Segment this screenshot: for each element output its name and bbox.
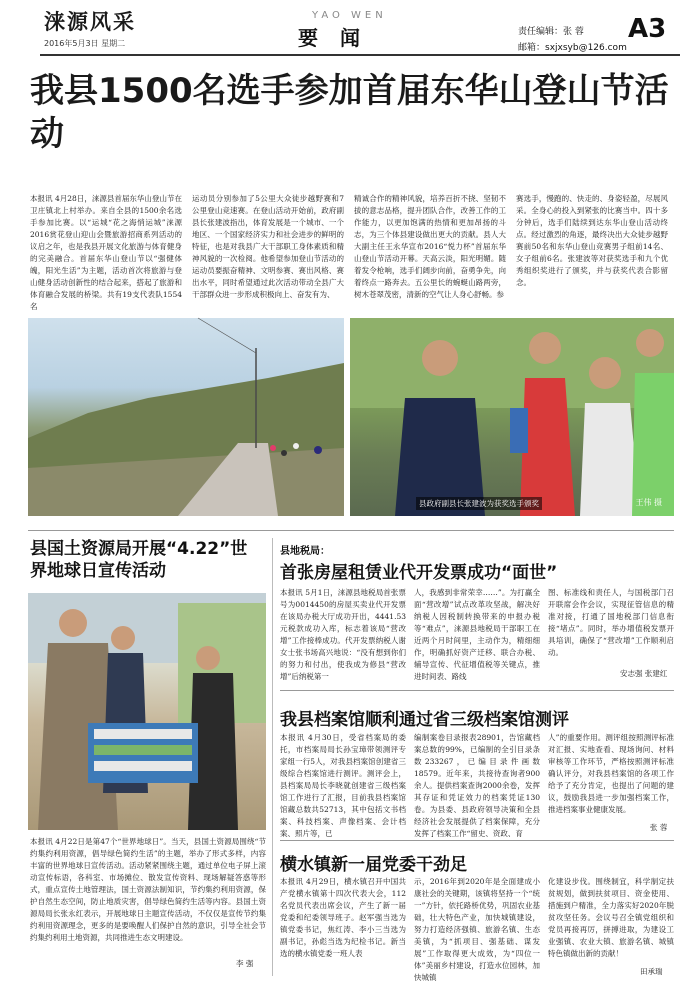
earth-day-illustration (28, 593, 266, 830)
land-bureau-body: 本报讯 4月22日是第47个“世界地球日”。当天，县国土资源局围绕“节约集约利用资源，倡导绿色简约生活”的主题，举办了形式多样，内容丰富的世界地球日宣传活动。活动紧紧围绕主题，通过单位电子屏上滚动宣传标语，各科室、市场摊位、散发宣传资料、现场解疑答惑等形式，重点宣传土地管理法，国土资源法制知识，节约集约利用资源，保护自然生态空间，防止地质灾害，倡导绿色简约生活等内容。县国土资源局局长张永红表示，开展地球日主题宣传活动，不仅仅是宣传节约集约利用资源理念，更多的是要唤醒人们保护自然的意识，引导全社会节约集约利用土地资源，共同推进生态文明建设。 (30, 837, 266, 942)
editor-credit: 责任编辑：张 蓉 (518, 27, 584, 37)
tax-column-1: 本报讯 5月1日，涞源县地税局首张票号为0014450的房屋买卖业代开发票在该局办税大厅成功开出，4441.53元税款成功入库，标志着该局“营改增”工作接棒成功。代开发票纳税人谢女士张书场高兴地说：“没有想到你们的努力和付出，使我成为修县“营改增”后纳税第一 (280, 588, 406, 681)
town-column-3: 化建设步伐。围绕制宜，科学制定扶贫规划，做到扶贫项目、资金使用、措施到户精准，全力落实好2020年脱贫攻坚任务。会议号召全镇党组织和党员再接再厉，拼搏进取，为建设工业强镇、农业大镇、旅游名镇、城镇特色镇做出新的贡献！ (548, 877, 674, 958)
tax-kicker: 县地税局： (280, 546, 330, 557)
archive-headline: 我县档案馆顺利通过省三级档案馆测评 (280, 710, 569, 730)
masthead-rule (40, 54, 680, 56)
tax-headline: 首张房屋租赁业代开发票成功“面世” (280, 563, 558, 583)
award-ceremony-photo (350, 318, 674, 516)
town-column-2: 示，2016年到2020年是全面建成小康社会的关键期，该镇将坚持一个“统一”方针，依托路桥优势，巩固农业基础，壮大特色产业，加快城镇建设，努力打造经济强镇、旅游名镇、生态美镇，为“抓项目、强基础、谋发展”工作取得更大成效，为“四位一体”美丽乡村建设，打造水位园林，加快城镇 (414, 877, 540, 982)
archive-column-3: 人”的重要作用。测评组按照测评标准对汇报、实地查看、现场询问、材料审核等工作环节，严格按照测评标准确认评分，对我县档案馆的各项工作给予了充分肯定，也提出了问题的建议，鼓励我县进一步加强档案工作，推进档案事业健康发展。 (548, 733, 674, 814)
lead-column-1: 本报讯 4月28日，涞源县首届东华山登山节在卫庄镇北上村举办。来自全县的1500余名选手参加比赛。以“运城“花之海悄运城”涞源2016赏花登山迎山会暨旅游招商系列活动的议启之年，也是我县开展文化旅游与体育健身的完美融合。首届东华山登山节以“强健体魄，阳光生活”为主题，活动首次将旅游与登山健身活动创新性的结合起来，搭起了旅游和体育融合发展的桥梁。共有19支代表队1554名 (30, 194, 182, 311)
town-column-1: 本报讯 4月29日，横水镇召开中国共产党横水镇第十四次代表大会，112名党员代表出席会议，产生了新一届党委和纪委领导班子。赵军强当选为镇党委书记，焦红涛、李小三当选为副书记，孙彪当选为纪检书记。新当选的横水镇党委一班人表 (280, 877, 406, 958)
section-divider (280, 690, 674, 691)
photo-caption: 县政府副县长张建波为获奖选手颁奖 (416, 497, 542, 510)
land-bureau-headline: 县国土资源局开展“4.22”世界地球日宣传活动 (30, 539, 248, 581)
lead-column-3: 精诚合作的精神风貌，培养百折不挠、坚韧不拔的意志品格，提升团队合作，改善工作的工作能力，以更加饱满的热情和更加昂扬的斗志，为三个体县建设做出更大的贡献。县人大大副主任王永华宣布2016“悦力杯”首届东华山登山节活动开幕。天高云淡，阳光明媚。随着发令枪响，选手们阔步向前，奋勇争先，向着终点一路奔去。五公里长的蜿蜒山路两旁，树木苍翠茂密，清新的空气让人身心舒畅。参 (354, 194, 506, 299)
tax-column-3: 图、标准线和责任人，与国税部门召开联席会作会议，实现征管信息的精准对接，打通了国地税部门信息衔接“堵点”。同时，举办增值税发票开具培训，确保了“营改增”工作顺利启动。 (548, 588, 674, 657)
mountain-road-photo (28, 318, 344, 516)
section-divider (280, 840, 674, 841)
lead-column-2: 运动员分别参加了5公里大众徒步越野赛和7公里登山竞速赛。在登山活动开始前，政府副县长张建波指出，体育发展是一个城市、一个地区、一个国家经济实力和社会进步的鲜明的特征，也是对我县广大干部职工身体素质和精神风貌的一次检阅。他希望参加登山节活动的运动员要振奋精神、文明参赛、赛出风格、赛出水平，同时希望通过此次活动带动全县广大干部群众进一步形成积极向上、奋发有为、 (192, 194, 344, 299)
lead-column-4: 赛选手，慢跑的、快走的、身姿轻盈，尽展风采。全身心的投入到紧张的比赛当中。四十多分钟后，选手们陆续到达东华山登山活动终点。经过激烈的角逐，最终决出大众徒步越野赛前50名和东华山登山竞赛男子组前14名、女子组前6名。张建波等对获奖选手和九个优秀组织奖进行了颁奖，并与获奖代表合影留念。 (516, 194, 668, 287)
town-headline: 横水镇新一届党委干劲足 (280, 855, 467, 875)
column-divider (272, 538, 273, 976)
masthead (0, 0, 700, 58)
section-band-title: 要闻 (298, 26, 382, 50)
land-bureau-author: 李 强 (236, 959, 254, 968)
lead-headline: 我县1500名选手参加首届东华山登山节活动 (30, 71, 669, 154)
archive-column-2: 编制案卷目录报表28901，告馆藏档案总数的99%，已编制的全引目录条数233267，已编目录件画数18579。近年来，共接待查询者900余人。提供档案查询2000余卷，发挥其存证和凭证效力的档案凭证130卷。为县委、县政府领导决策和全县经济社会发展提供了档案保障，充分发挥了档案工作“留史、资政、育 (414, 733, 540, 838)
issue-date: 2016年5月3日 星期二 (44, 39, 126, 48)
mountain-road-illustration (28, 318, 344, 516)
award-ceremony-illustration (350, 318, 674, 516)
earth-day-photo (28, 593, 266, 830)
editor-email: 邮箱：sxjxsyb@126.com (518, 43, 627, 53)
paper-name: 涞源风采 (44, 9, 136, 34)
photo-credit: 王伟 摄 (635, 498, 662, 507)
section-divider (28, 530, 674, 531)
page-number: A3 (628, 14, 667, 44)
archive-author: 张 蓉 (650, 823, 668, 832)
tax-author: 安志强 张建红 (620, 669, 668, 678)
archive-column-1: 本报讯 4月30日，受省档案局的委托，市档案局局长孙宝璋带领测评专家组一行5人，对我县档案馆创建省三级综合档案馆进行测评。测评会上，县档案局局长李晓就创建省三级档案馆工作进行了汇报，目前我县档案馆馆藏总数共52713，其中包括文书档案、科技档案、声像档案、会计档案、照片等，已 (280, 733, 406, 838)
tax-column-2: 人，我感到非常荣幸……”。为打赢全面“营改增”试点改革攻坚战，解决好纳税人因税制转换带来的申报办税等“难点”，涞源县地税局干部职工在近两个月时间里，主动作为，精细细作，明确抓好资产迁移、联合办税、辅导宣传、代征增值税等关键点，推进时间表、路线 (414, 588, 540, 681)
town-author: 田承瑞 (640, 967, 663, 976)
section-band-pinyin: YAO WEN (312, 10, 387, 21)
